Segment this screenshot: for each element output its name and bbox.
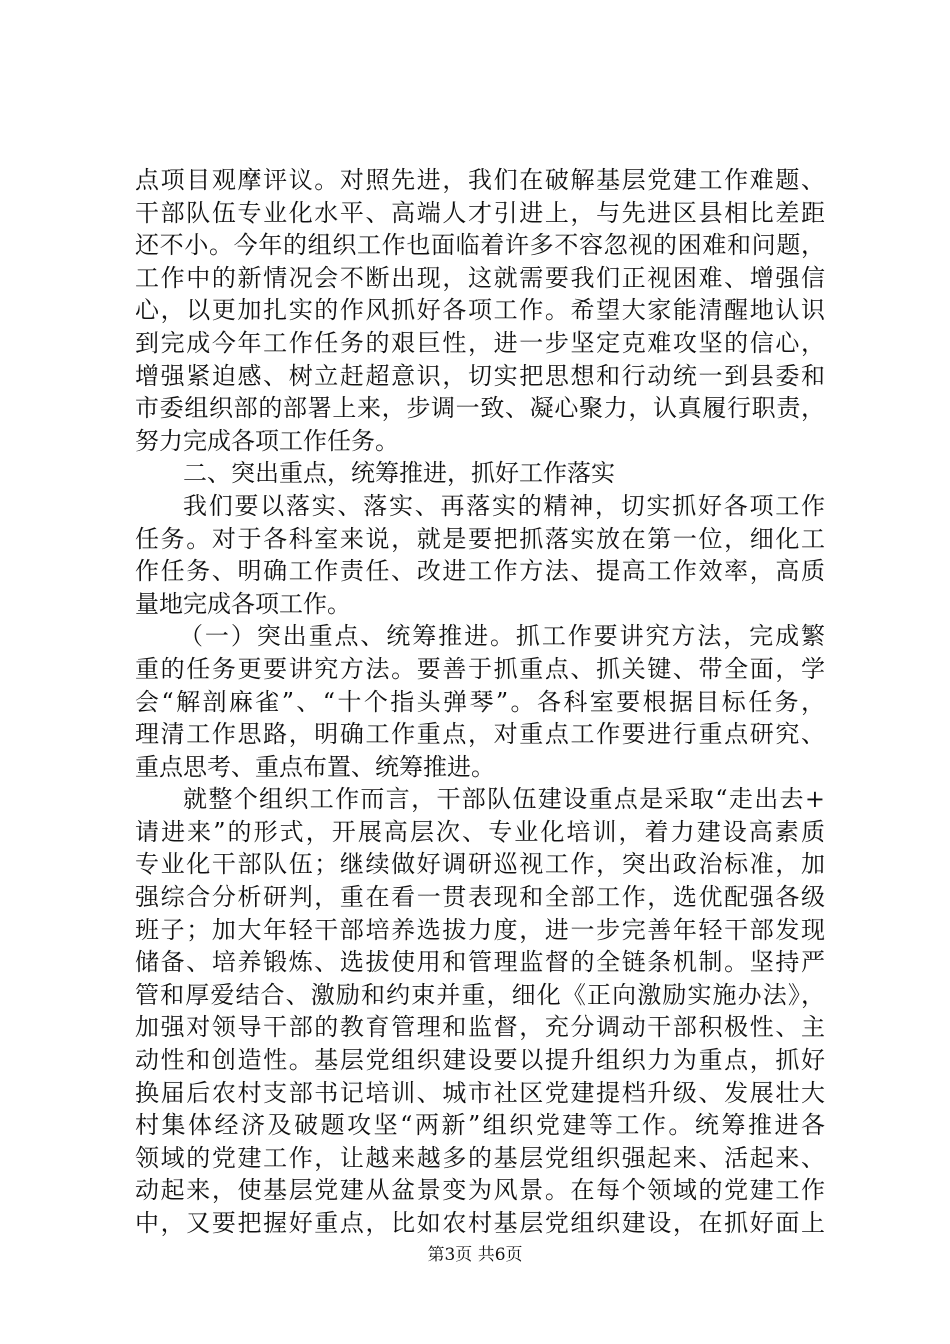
text-line: 专业化干部队伍；继续做好调研巡视工作，突出政治标准，加 bbox=[135, 850, 825, 879]
text-line: 量地完成各项工作。 bbox=[135, 589, 351, 618]
text-line: 干部队伍专业化水平、高端人才引进上，与先进区县相比差距 bbox=[135, 198, 825, 227]
text-line: 中，又要把握好重点，比如农村基层党组织建设，在抓好面上 bbox=[135, 1209, 825, 1237]
text-line: 加强对领导干部的教育管理和监督，充分调动干部积极性、主 bbox=[135, 1013, 825, 1042]
text-line: 领域的党建工作，让越来越多的基层党组织强起来、活起来、 bbox=[135, 1143, 825, 1172]
text-line: 班子；加大年轻干部培养选拔力度，进一步完善年轻干部发现 bbox=[135, 915, 825, 944]
text-line: 请进来”的形式，开展高层次、专业化培训，着力建设高素质 bbox=[135, 817, 825, 846]
text-line: 村集体经济及破题攻坚“两新”组织党建等工作。统筹推进各 bbox=[135, 1111, 825, 1140]
text-line: 动性和创造性。基层党组织建设要以提升组织力为重点，抓好 bbox=[135, 1046, 825, 1075]
text-line: 就整个组织工作而言，干部队伍建设重点是采取“走出去+ bbox=[183, 785, 825, 814]
text-line: 作任务、明确工作责任、改进工作方法、提高工作效率，高质 bbox=[135, 557, 825, 586]
text-line: 任务。对于各科室来说，就是要把抓落实放在第一位，细化工 bbox=[135, 524, 825, 553]
text-line: 努力完成各项工作任务。 bbox=[135, 426, 399, 455]
text-line: 增强紧迫感、树立赶超意识，切实把思想和行动统一到县委和 bbox=[135, 361, 825, 390]
text-line: 到完成今年工作任务的艰巨性，进一步坚定克难攻坚的信心， bbox=[135, 328, 825, 357]
text-line: 管和厚爱结合、激励和约束并重，细化《正向激励实施办法》， bbox=[135, 980, 825, 1009]
text-line: 重点思考、重点布置、统筹推进。 bbox=[135, 752, 495, 781]
text-line: 换届后农村支部书记培训、城市社区党建提档升级、发展壮大 bbox=[135, 1078, 825, 1107]
text-line: 重的任务更要讲究方法。要善于抓重点、抓关键、带全面，学 bbox=[135, 654, 825, 683]
body-text bbox=[135, 164, 825, 1240]
text-line: 还不小。今年的组织工作也面临着许多不容忽视的困难和问题， bbox=[135, 231, 825, 260]
text-line: 点项目观摩评议。对照先进，我们在破解基层党建工作难题、 bbox=[135, 166, 825, 194]
text-line: 储备、培养锻炼、选拔使用和管理监督的全链条机制。坚持严 bbox=[135, 948, 825, 977]
page-number-footer: 第3页 共6页 bbox=[427, 1245, 523, 1265]
text-line: 我们要以落实、落实、再落实的精神，切实抓好各项工作 bbox=[183, 491, 825, 520]
text-line: 工作中的新情况会不断出现，这就需要我们正视困难、增强信 bbox=[135, 263, 825, 292]
text-line: 强综合分析研判，重在看一贯表现和全部工作，选优配强各级 bbox=[135, 883, 825, 912]
text-line: 心，以更加扎实的作风抓好各项工作。希望大家能清醒地认识 bbox=[135, 296, 825, 325]
text-line: 动起来，使基层党建从盆景变为风景。在每个领域的党建工作 bbox=[135, 1176, 825, 1205]
text-line: 理清工作思路，明确工作重点，对重点工作要进行重点研究、 bbox=[135, 720, 825, 749]
section-heading: 二、突出重点，统筹推进，抓好工作落实 bbox=[183, 459, 615, 488]
text-line: 会“解剖麻雀”、“十个指头弹琴”。各科室要根据目标任务， bbox=[135, 687, 825, 716]
text-line: 市委组织部的部署上来，步调一致、凝心聚力，认真履行职责， bbox=[135, 394, 825, 423]
subsection-heading-line: （一）突出重点、统筹推进。抓工作要讲究方法，完成繁 bbox=[179, 622, 825, 651]
